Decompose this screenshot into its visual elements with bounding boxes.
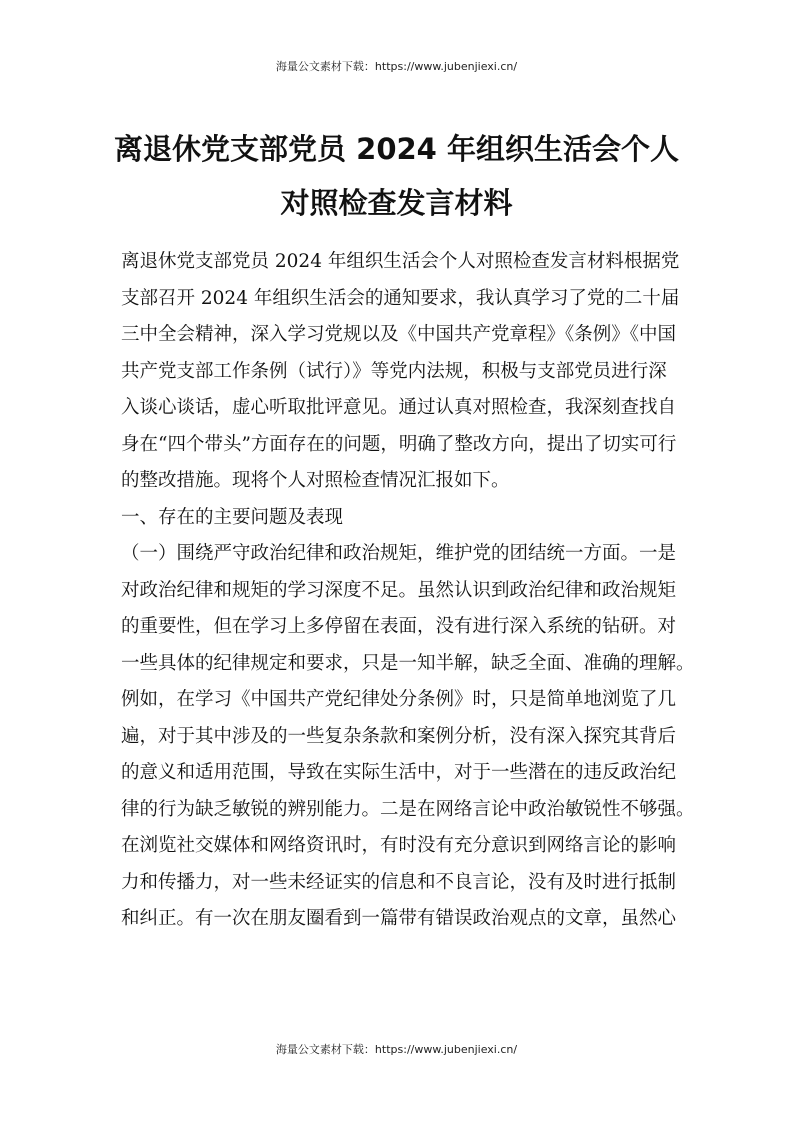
body-line: 一些具体的纪律规定和要求，只是一知半解，缺乏全面、准确的理解。 bbox=[121, 652, 695, 674]
body-line: 律的行为缺乏敏锐的辨别能力。二是在网络言论中政治敏锐性不够强。 bbox=[121, 798, 695, 820]
title-line: 对照检查发言材料 bbox=[280, 186, 513, 220]
body-line: 对政治纪律和规矩的学习深度不足。虽然认识到政治纪律和政治规矩 bbox=[121, 579, 677, 601]
body-line: 的重要性，但在学习上多停留在表面，没有进行深入系统的钻研。对 bbox=[121, 616, 677, 637]
body-line: 支部召开 2024 年组织生活会的通知要求，我认真学习了党的二十届 bbox=[121, 287, 680, 309]
body-line: 在浏览社交媒体和网络资讯时，有时没有充分意识到网络言论的影响 bbox=[121, 835, 677, 856]
footer-note: 海量公文素材下载：https://www.jubenjiexi.cn/ bbox=[275, 1043, 518, 1056]
document-body bbox=[121, 244, 695, 938]
body-line: 的意义和适用范围，导致在实际生活中，对于一些潜在的违反政治纪 bbox=[121, 762, 677, 783]
body-line: 入谈心谈话，虚心听取批评意见。通过认真对照检查，我深刻查找自 bbox=[121, 397, 677, 418]
header-note: 海量公文素材下载：https://www.jubenjiexi.cn/ bbox=[275, 60, 518, 73]
title-line: 离退休党支部党员 2024 年组织生活会个人 bbox=[114, 132, 679, 166]
body-line: （一）围绕严守政治纪律和政治规矩，维护党的团结统一方面。一是 bbox=[121, 543, 677, 564]
body-line: 的整改措施。现将个人对照检查情况汇报如下。 bbox=[121, 470, 510, 491]
body-line: 身在“四个带头”方面存在的问题，明确了整改方向，提出了切实可行 bbox=[121, 433, 677, 455]
body-line: 和纠正。有一次在朋友圈看到一篇带有错误政治观点的文章，虽然心 bbox=[121, 908, 677, 929]
body-line: 三中全会精神，深入学习党规以及《中国共产党章程》《条例》《中国 bbox=[121, 324, 677, 345]
body-line: 遍，对于其中涉及的一些复杂条款和案例分析，没有深入探究其背后 bbox=[121, 725, 677, 747]
document-title bbox=[0, 122, 793, 230]
body-line: 离退休党支部党员 2024 年组织生活会个人对照检查发言材料根据党 bbox=[121, 251, 680, 272]
body-line: 共产党支部工作条例（试行）》等党内法规，积极与支部党员进行深 bbox=[121, 360, 667, 382]
body-line: 力和传播力，对一些未经证实的信息和不良言论，没有及时进行抵制 bbox=[121, 871, 677, 893]
section-heading: 一、存在的主要问题及表现 bbox=[121, 506, 344, 528]
body-line: 例如，在学习《中国共产党纪律处分条例》时，只是简单地浏览了几 bbox=[121, 689, 677, 710]
